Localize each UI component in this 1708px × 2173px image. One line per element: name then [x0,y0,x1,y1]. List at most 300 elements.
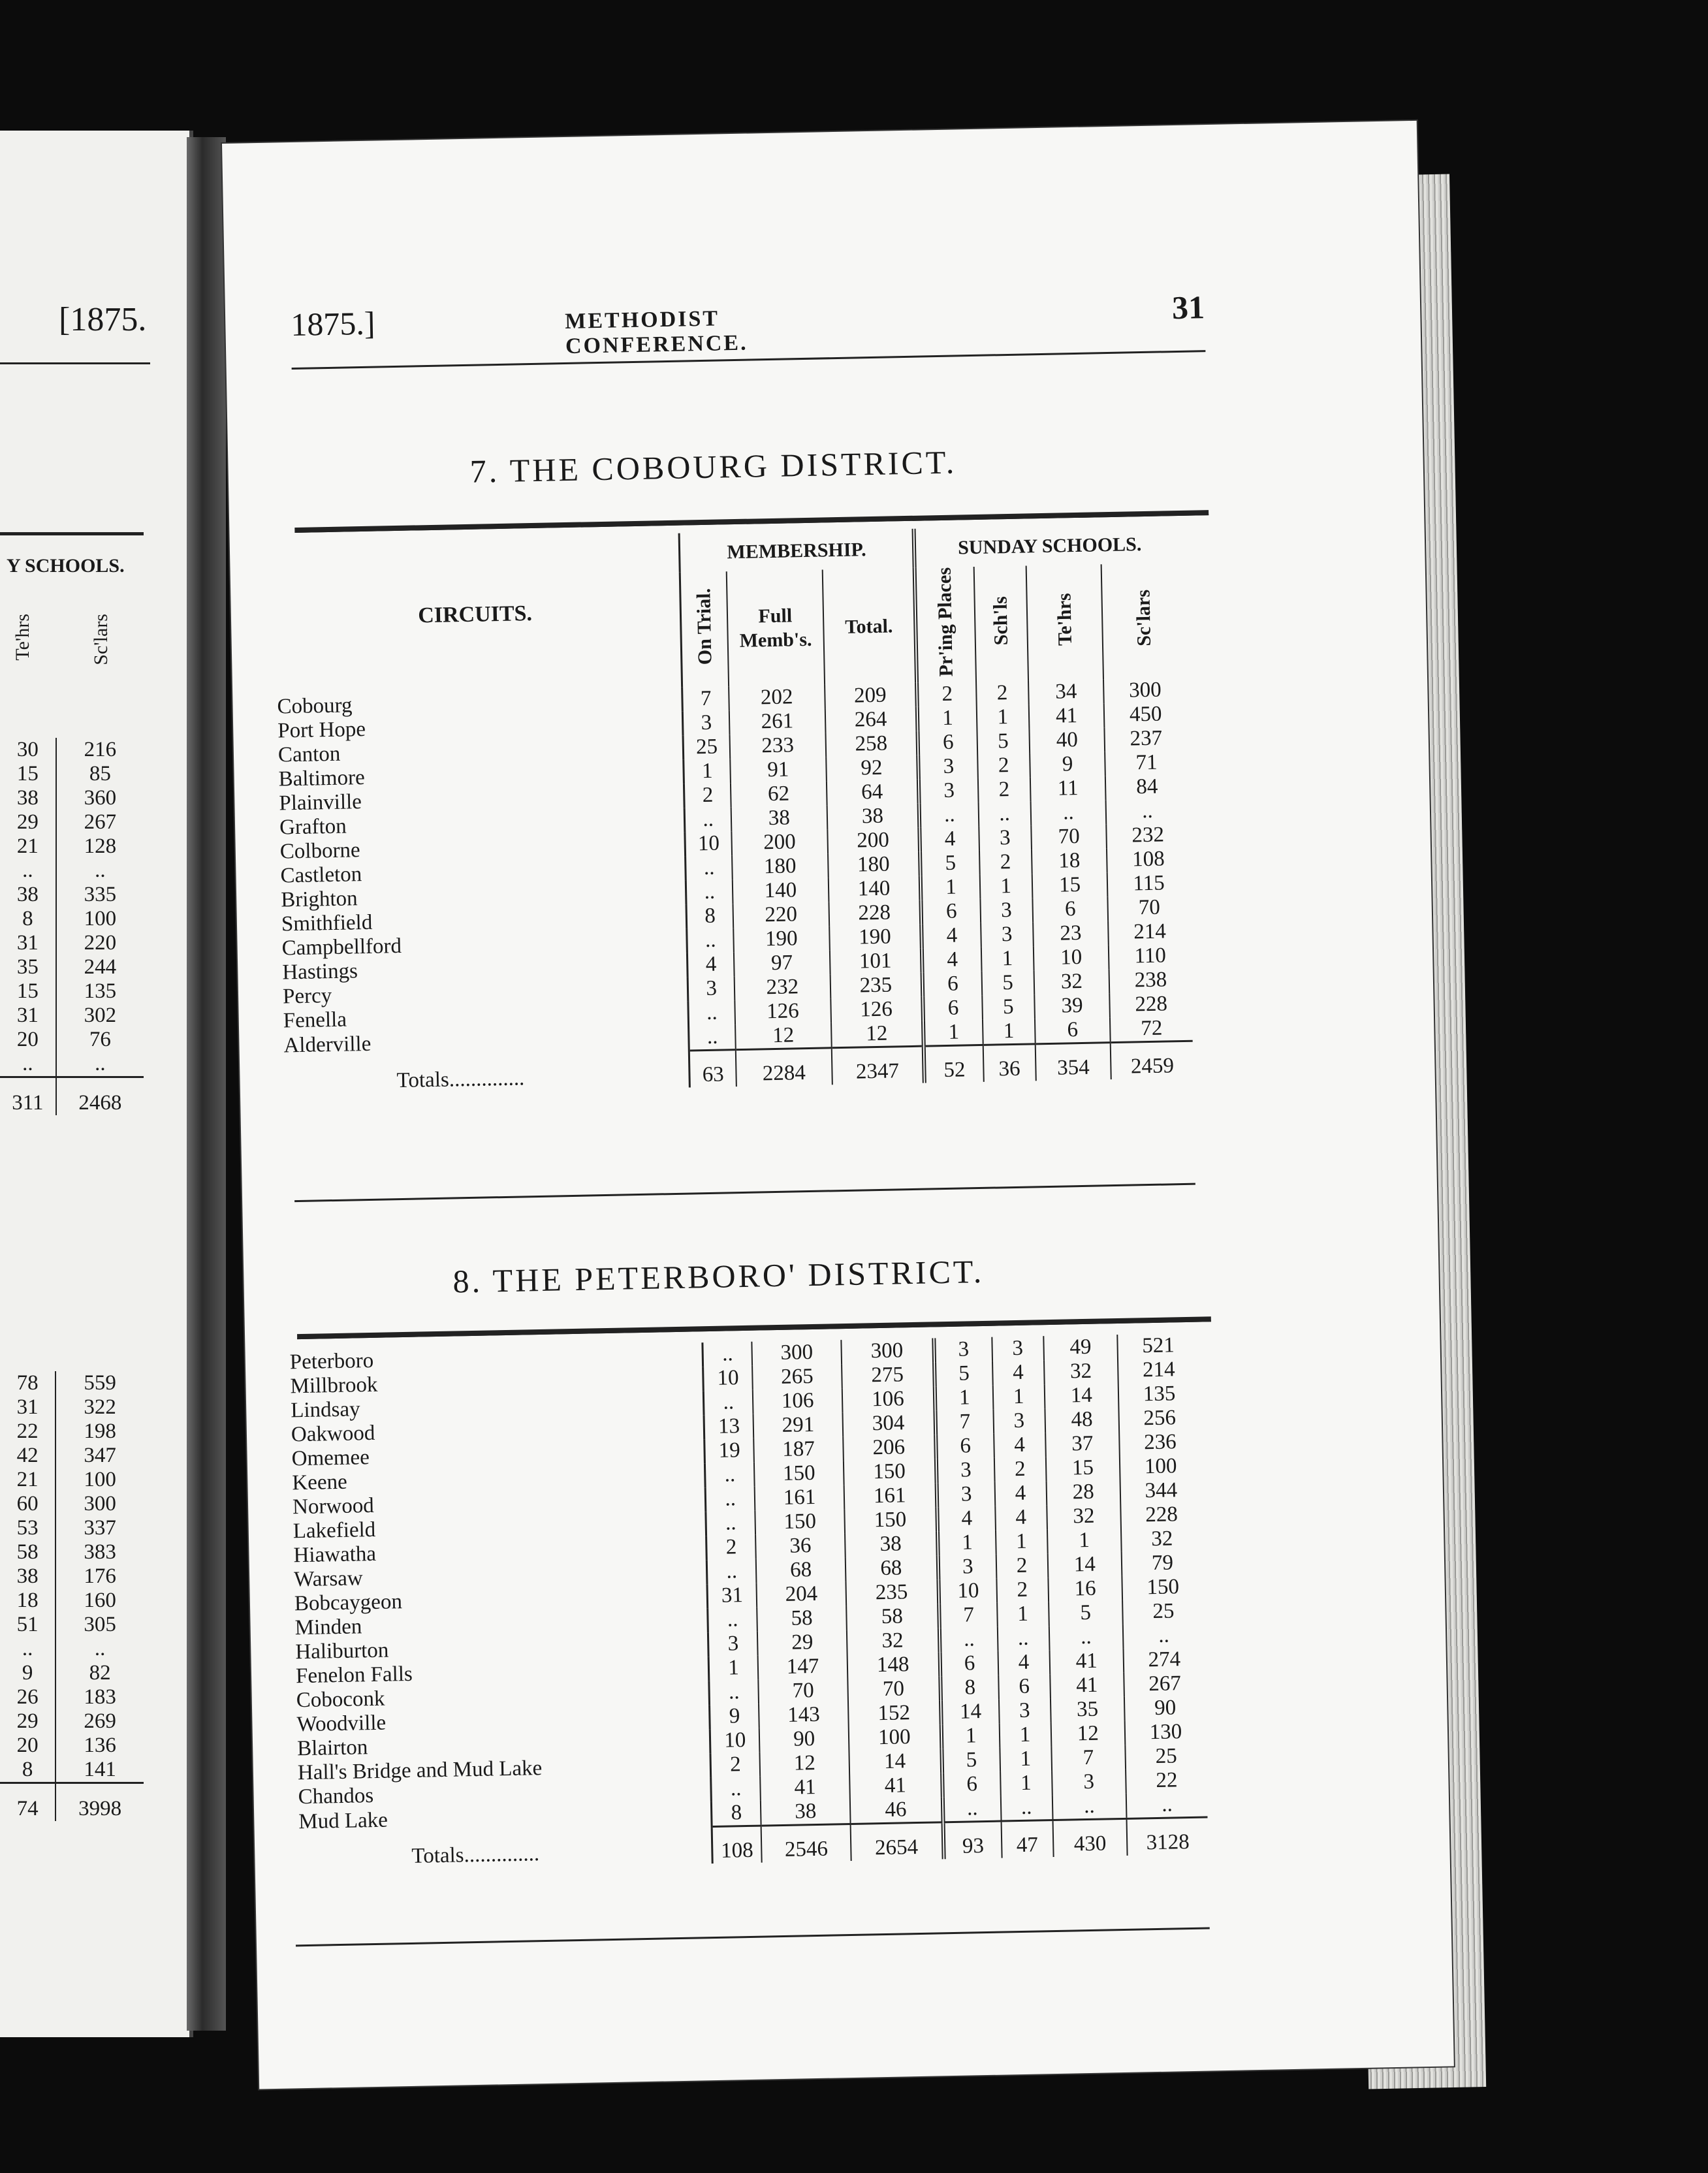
left-row [0,883,144,907]
scholars: 150 [1122,1575,1203,1600]
left-scholars: 383 [55,1540,144,1564]
teachers: 35 [1051,1697,1125,1722]
left-scholars: 128 [56,834,144,859]
left-scholars: 100 [56,907,144,931]
total: 38 [827,804,920,830]
total: 100 [848,1724,941,1751]
preaching-places: 4 [920,827,979,852]
circuit-name: Blairton [296,1736,368,1761]
on-trial-label: On Trial. [692,588,716,665]
full-members: 126 [735,999,830,1025]
on-trial: 2 [710,1753,761,1777]
left-row [0,1661,144,1685]
teachers: 7 [1051,1745,1126,1771]
scholars: 115 [1107,871,1190,896]
on-trial: 7 [682,687,729,712]
preaching-places: 6 [923,972,982,997]
schools: 1 [996,1529,1048,1555]
circuit-name: Colborne [279,838,360,864]
scholars: 22 [1126,1768,1207,1794]
teachers: 32 [1047,1504,1121,1529]
totals-label: Totals.............. [411,1842,540,1869]
left-totals-row [0,1783,144,1822]
on-trial: 3 [688,977,735,1002]
left-scholars: 216 [56,738,144,762]
schools: 3 [980,898,1033,924]
left-teachers: 78 [16,1371,39,1395]
total-scholars: 3128 [1126,1817,1208,1856]
left-column-table [0,1371,144,1821]
scholars: 228 [1120,1502,1202,1528]
left-scholars: 337 [55,1516,144,1540]
schools: 2 [977,778,1030,803]
on-trial: 10 [703,1366,753,1391]
schools: 3 [992,1336,1044,1361]
preaching-places: .. [943,1796,1001,1822]
teachers: 1 [1047,1528,1122,1553]
left-teachers: 31 [16,1395,39,1419]
left-teachers: 31 [16,931,39,955]
total: 38 [845,1531,938,1557]
total-schools: 47 [1001,1820,1053,1858]
schools: 5 [982,995,1035,1021]
full-members: 190 [733,927,829,953]
on-trial: 2 [706,1535,757,1560]
scholars: 267 [1124,1672,1205,1697]
full-members: 12 [735,1023,831,1050]
schools: 3 [981,923,1034,948]
scholars: 521 [1117,1333,1199,1359]
left-teachers: 26 [16,1685,39,1709]
left-col-scholars [91,614,111,671]
left-row [0,1734,144,1758]
scholars: 274 [1123,1647,1205,1673]
circuit-name: Bobcaygeon [294,1590,403,1616]
cobourg-table [269,524,1194,1096]
left-teachers: 35 [16,955,39,979]
left-scholars: .. [56,859,144,883]
left-scholars: 305 [55,1613,144,1637]
preaching-places: .. [940,1627,998,1653]
book-gutter [187,137,226,2031]
schools: .. [997,1626,1049,1651]
circuit-name: Norwood [292,1493,375,1519]
circuit-name: Hall's Bridge and Mud Lake [297,1756,543,1785]
left-teachers: 58 [16,1540,39,1564]
left-teachers: 38 [16,786,39,810]
teachers: 40 [1029,728,1105,753]
preaching-places: 1 [935,1386,993,1411]
total: 106 [842,1386,936,1412]
circuit-name: Mud Lake [298,1808,388,1833]
left-scholars: 160 [55,1589,144,1613]
teachers: 23 [1033,921,1109,947]
left-header-rule [0,362,150,364]
peterboro-section [285,1333,1209,1872]
left-column-table [0,738,144,1115]
left-teachers: 31 [16,1004,39,1027]
left-scholars: 183 [55,1685,144,1709]
cobourg-title: 7. THE COBOURG DISTRICT. [469,443,957,490]
total: 148 [847,1652,940,1678]
full-members: 62 [731,782,827,808]
preaching-places: 3 [936,1482,994,1508]
left-row [0,931,144,955]
left-scholars: .. [55,1637,144,1661]
total: 190 [829,925,923,951]
on-trial-header [680,571,729,688]
peterboro-title: 8. THE PETERBORO' DISTRICT. [452,1252,985,1300]
circuits-header: CIRCUITS. [417,601,533,628]
scholars: 450 [1104,702,1186,727]
circuit-name: Keene [292,1470,348,1495]
left-teachers: 9 [22,1661,33,1685]
on-trial: 1 [708,1656,759,1681]
schools: 2 [996,1578,1049,1603]
circuit-name: Grafton [279,815,347,840]
full-members: 291 [753,1412,843,1438]
preaching-places: 10 [938,1579,996,1604]
scholars: 72 [1110,1016,1193,1043]
header-year: 1875.] [290,304,376,343]
schools: 6 [998,1674,1051,1700]
total: 12 [831,1021,925,1048]
schools: 5 [977,729,1030,755]
preaching-places: 1 [938,1531,996,1556]
left-teachers: .. [22,1637,33,1660]
left-row [0,1589,144,1613]
total: 140 [828,876,921,902]
schools: 1 [976,705,1029,731]
membership-header: MEMBERSHIP. [679,529,915,573]
full-members: 90 [759,1726,849,1753]
left-scholars: 135 [56,979,144,1004]
full-members: 204 [757,1581,846,1608]
left-col-teachers [13,614,33,667]
left-bottom-table [0,1371,144,1821]
left-row [0,1613,144,1637]
total: 161 [844,1483,937,1509]
schools: 2 [976,681,1029,706]
scholars-label: Sc'lars [1131,590,1155,647]
preaching-places: 14 [941,1700,999,1725]
total: 70 [847,1676,941,1702]
total: 150 [844,1507,938,1533]
left-teachers: 8 [22,1758,33,1781]
scholars: 238 [1109,968,1192,993]
left-row [0,1395,144,1420]
totals-label: Totals.............. [396,1066,525,1092]
schools: 3 [979,826,1032,851]
schools: 4 [992,1360,1045,1386]
teachers: 10 [1034,945,1109,971]
total: 275 [842,1362,935,1388]
teachers: 39 [1034,994,1110,1019]
scholars: 300 [1103,678,1186,703]
left-top-rule [0,532,144,535]
on-trial: .. [706,1559,757,1584]
schools: 3 [998,1698,1051,1724]
schools: .. [978,802,1031,827]
schools: 2 [994,1457,1046,1482]
header-rule [292,350,1206,370]
teachers: 6 [1035,1018,1111,1045]
full-members: 220 [733,902,829,928]
circuit-name: Chandos [298,1784,374,1809]
teachers: 3 [1052,1769,1126,1795]
scholars: 214 [1118,1357,1199,1383]
total: 209 [825,683,918,709]
schools: 4 [994,1433,1046,1458]
circuit-name: Millbrook [290,1372,378,1399]
on-trial: .. [686,880,733,905]
on-trial: 25 [683,735,730,760]
teachers: 49 [1043,1335,1118,1360]
scholars: 237 [1105,726,1187,752]
scholars: 84 [1105,774,1188,800]
scholars: 90 [1124,1696,1206,1721]
on-trial: 31 [707,1583,757,1608]
left-teachers: 29 [16,810,39,834]
teachers: .. [1052,1794,1126,1820]
schools: 1 [1000,1747,1052,1772]
left-teachers: .. [22,1052,33,1075]
left-scholars: 559 [55,1371,144,1395]
circuit-name: Peterboro [289,1348,374,1374]
scholars: 100 [1120,1454,1201,1480]
total-total: 2654 [850,1822,943,1861]
left-row [0,1758,144,1783]
teachers: 41 [1050,1673,1124,1698]
left-scholars: 82 [55,1661,144,1685]
left-scholars: 347 [55,1444,144,1468]
teachers: 16 [1048,1576,1122,1602]
page-number: 31 [1171,289,1205,326]
full-members: 147 [758,1654,847,1680]
schools: 1 [1000,1771,1052,1796]
teachers: 15 [1032,873,1108,898]
total: 150 [844,1459,937,1485]
preaching-places: 4 [937,1506,995,1532]
circuit-name: Plainville [279,790,362,816]
total: 92 [826,755,919,782]
left-row [0,762,144,786]
teachers: 14 [1044,1383,1118,1408]
left-teachers: 22 [16,1420,39,1443]
total-on-trial: 108 [712,1826,762,1864]
left-row [0,1685,144,1709]
total: 46 [850,1797,943,1824]
total: 258 [825,731,919,757]
preaching-places: 3 [919,754,978,780]
total-schools: 36 [983,1044,1036,1082]
total: 64 [826,780,919,806]
scholars: 25 [1122,1599,1204,1625]
left-row [0,786,144,810]
left-teachers: 51 [16,1613,39,1636]
left-scholars: 100 [55,1468,144,1492]
schools: 1 [999,1722,1051,1748]
total: 41 [849,1773,943,1799]
total: 152 [848,1700,941,1726]
left-teachers: 20 [16,1028,39,1051]
sunday-schools-header: SUNDAY SCHOOLS. [914,524,1184,568]
preaching-places: 3 [938,1555,996,1580]
preaching-places: 4 [922,947,981,973]
circuit-name: Smithfield [281,911,373,936]
schools: .. [1000,1795,1052,1821]
circuit-name: Baltimore [278,766,366,791]
total: 235 [830,973,923,999]
left-scholars: 360 [56,786,144,810]
total: 58 [846,1604,940,1630]
on-trial: 4 [688,953,735,977]
left-row [0,907,144,931]
left-row [0,1444,144,1468]
scholars-header [1101,563,1186,680]
schools: 1 [983,1019,1036,1045]
full-members: 36 [755,1533,845,1559]
scholars: 130 [1125,1720,1207,1745]
left-total-teachers: 311 [0,1077,56,1116]
teachers: .. [1049,1625,1123,1650]
full-members-header: Full Memb's. [727,569,825,686]
scholars: 256 [1118,1406,1200,1431]
full-members: 58 [757,1606,847,1632]
preaching-places: 3 [919,778,978,804]
schools: 5 [981,971,1034,996]
preaching-places: 5 [941,1748,1000,1773]
left-scholars: 220 [56,931,144,955]
full-members: 140 [733,878,829,904]
left-teachers: 60 [16,1492,39,1515]
full-members: 38 [731,806,827,832]
preaching-places: 1 [917,706,977,731]
circuit-name: Omemee [291,1446,370,1471]
on-trial: .. [708,1608,758,1632]
left-teachers: 20 [16,1734,39,1757]
left-page-fragment [0,131,193,2037]
cobourg-rows [272,678,1194,1096]
on-trial: .. [709,1680,759,1705]
left-row [0,1564,144,1589]
left-page-year: [1875. [59,301,147,338]
circuit-name: Lindsay [290,1397,360,1423]
left-row [0,859,144,883]
left-scholars: 322 [55,1395,144,1420]
schools: 1 [992,1384,1045,1410]
full-members: 265 [752,1364,842,1390]
full-members: 150 [755,1509,845,1535]
total-total: 2347 [831,1047,925,1085]
left-teachers: 21 [16,834,39,858]
on-trial: 1 [684,759,731,784]
teachers: 48 [1045,1407,1119,1433]
scholars: .. [1123,1623,1205,1649]
full-members: 233 [730,733,826,759]
on-trial: .. [686,856,733,881]
left-scholars: 85 [56,762,144,786]
on-trial: .. [705,1487,755,1512]
scholars: .. [1126,1792,1208,1819]
total-on-trial: 63 [689,1050,736,1088]
scholars: 32 [1121,1527,1203,1552]
full-members: 180 [732,854,828,880]
scholars: 79 [1122,1551,1203,1576]
places-header [915,567,976,683]
scholars: 25 [1125,1744,1207,1769]
teachers-header [1026,564,1103,681]
left-scholars: 335 [56,883,144,907]
left-top-table [0,738,144,1115]
scholars: 108 [1107,847,1189,872]
left-row [0,1420,144,1444]
on-trial: .. [703,1390,753,1415]
full-members: 70 [759,1678,848,1704]
schools: 1 [981,947,1034,972]
cobourg-bottom-rule [294,1183,1195,1202]
preaching-places: 7 [939,1603,997,1628]
left-row [0,1709,144,1734]
on-trial: .. [688,1001,735,1026]
teachers: 70 [1031,825,1107,850]
scholars: 110 [1109,944,1191,969]
total: 14 [849,1749,942,1775]
scholars: 236 [1119,1430,1201,1455]
scholars: 71 [1105,750,1187,776]
scholars: 214 [1108,919,1190,945]
teachers: 14 [1047,1552,1122,1578]
preaching-places: 5 [920,851,979,876]
circuit-name: Castleton [280,863,362,888]
on-trial: .. [703,1342,753,1367]
total-teachers: 430 [1052,1818,1127,1857]
scholars: .. [1106,799,1188,824]
schools: 1 [997,1602,1049,1627]
preaching-places: 4 [922,923,981,949]
schools: 4 [995,1505,1047,1531]
left-row [0,1540,144,1564]
left-scholars: 136 [55,1734,144,1758]
left-teachers: 53 [16,1516,39,1540]
total: 228 [829,900,922,927]
on-trial: .. [685,808,732,833]
full-members: 232 [735,975,830,1001]
scholars: 344 [1120,1478,1202,1504]
preaching-places: 5 [934,1361,992,1387]
on-trial: 10 [685,832,732,857]
left-teachers: 29 [16,1709,39,1733]
full-members: 91 [730,757,826,784]
on-trial: 2 [684,784,731,808]
schools: 4 [998,1650,1050,1675]
full-members: 161 [755,1485,844,1511]
circuit-name: Brighton [280,887,358,912]
full-members: 38 [761,1799,850,1826]
total: 264 [825,707,918,733]
circuit-name: Oakwood [291,1421,375,1447]
total: 235 [846,1579,939,1606]
left-teachers: 30 [16,738,39,761]
full-members: 202 [729,685,825,711]
left-teachers: 18 [16,1589,39,1612]
places-label: Pr'ing Places [934,567,958,677]
circuit-name: Haliburton [295,1638,389,1664]
full-members: 143 [759,1702,848,1728]
teachers-label: Te'hrs [1052,593,1076,646]
left-teachers: 42 [16,1444,39,1467]
scholars: 135 [1118,1382,1200,1407]
